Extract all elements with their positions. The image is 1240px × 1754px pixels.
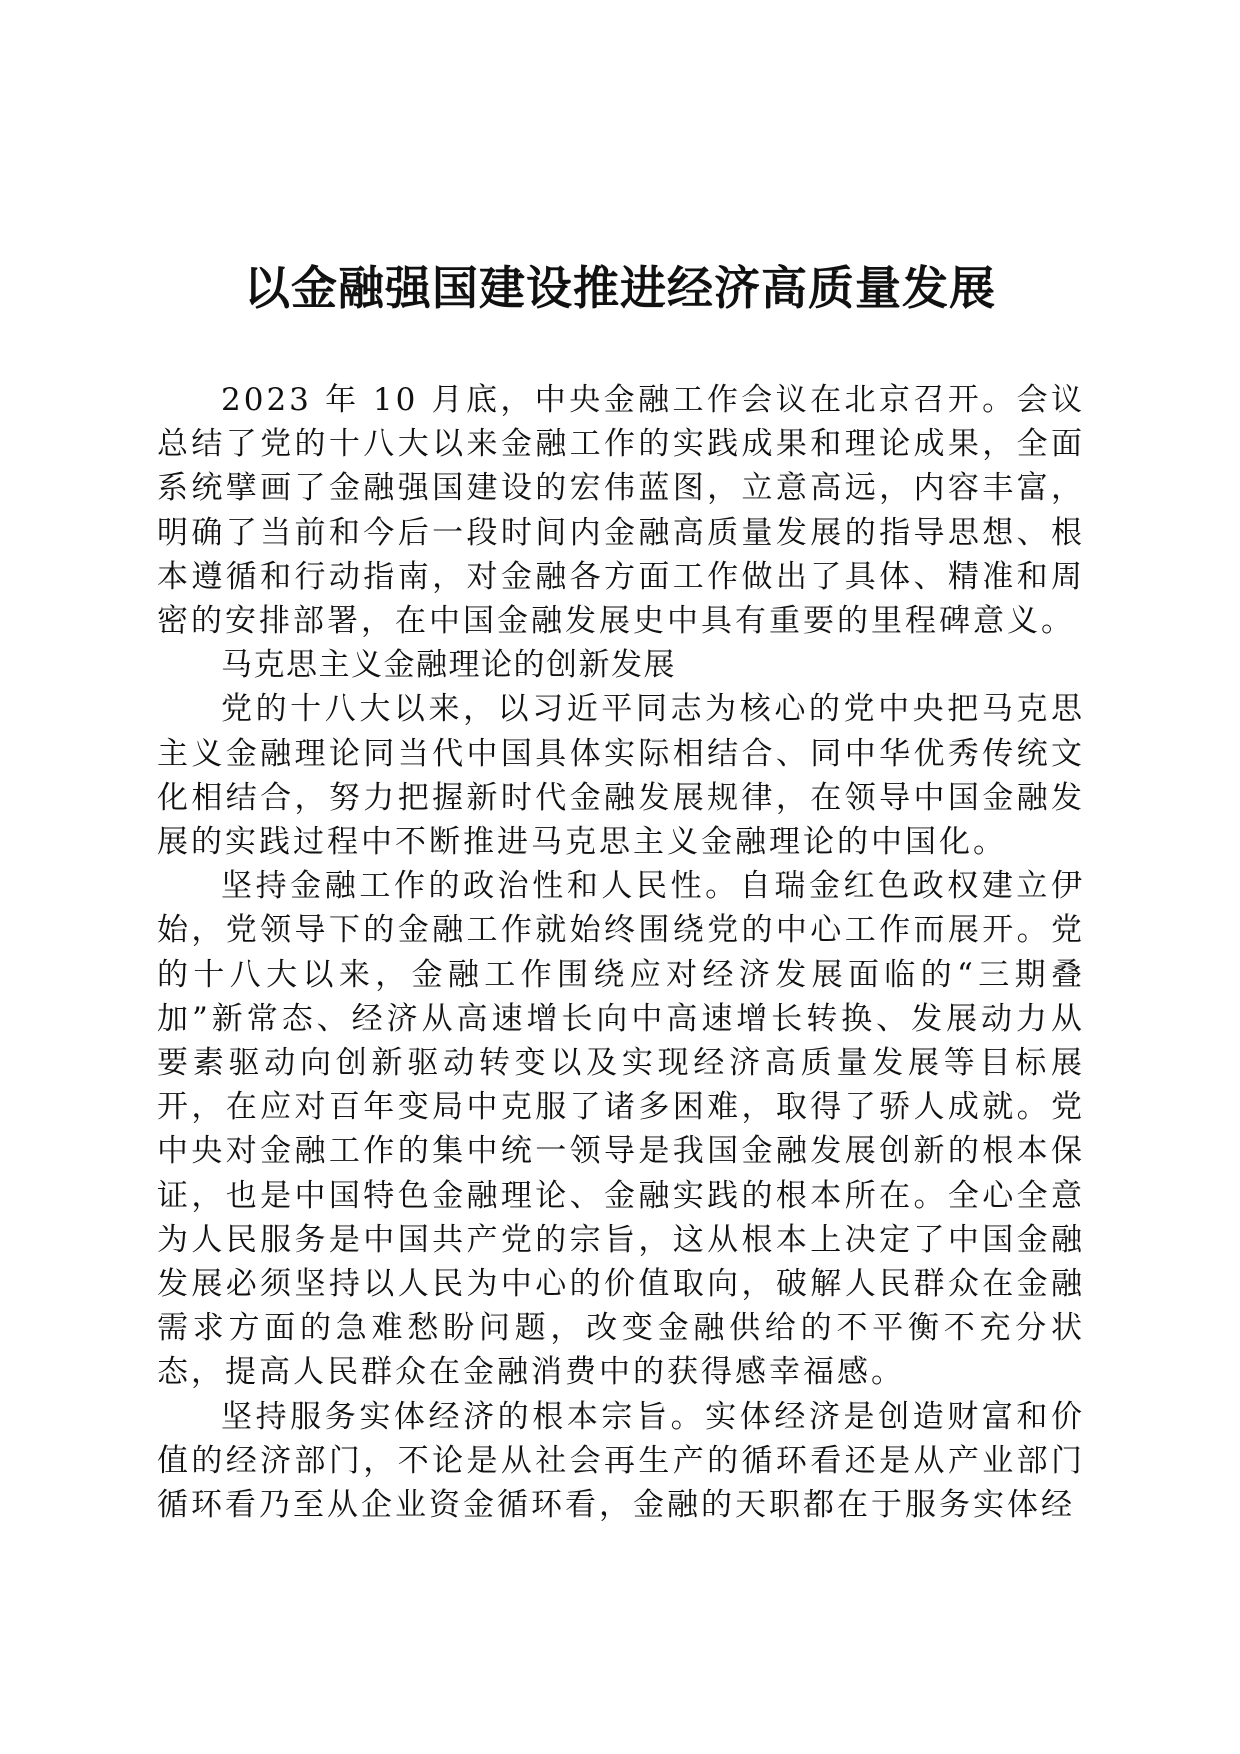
body-paragraph: 坚持服务实体经济的根本宗旨。实体经济是创造财富和价值的经济部门，不论是从社会再生产的循环看还是从产业部门循环看乃至从企业资金循环看，金融的天职都在于服务实体经 — [157, 1398, 1085, 1524]
document-body — [157, 378, 1085, 1527]
body-paragraph: 坚持金融工作的政治性和人民性。自瑞金红色政权建立伊始，党领导下的金融工作就始终围绕党的中心工作而展开。党的十八大以来，金融工作围绕应对经济发展面临的“三期叠加”新常态、经济从高速增长向中高速增长转换、发展动力从要素驱动向创新驱动转变以及实现经济高质量发展等目标展开，在应对百年变局中克服了诸多困难，取得了骄人成就。党中央对金融工作的集中统一领导是我国金融发展创新的根本保证，也是中国特色金融理论、金融实践的根本所在。全心全意为人民服务是中国共产党的宗旨，这从根本上决定了中国金融发展必须坚持以人民为中心的价值取向，破解人民群众在金融需求方面的急难愁盼问题，改变金融供给的不平衡不充分状态，提高人民群众在金融消费中的获得感幸福感。 — [157, 868, 1085, 1391]
document-title: 以金融强国建设推进经济高质量发展 — [244, 261, 996, 315]
body-paragraph: 党的十八大以来，以习近平同志为核心的党中央把马克思主义金融理论同当代中国具体实际相结合、同中华优秀传统文化相结合，努力把握新时代金融发展规律，在领导中国金融发展的实践过程中不断推进马克思主义金融理论的中国化。 — [157, 691, 1085, 861]
body-paragraph-intro: 2023 年 10 月底，中央金融工作会议在北京召开。会议总结了党的十八大以来金融工作的实践成果和理论成果，全面系统擘画了金融强国建设的宏伟蓝图，立意高远，内容丰富，明确了当前和今后一段时间内金融高质量发展的指导思想、根本遵循和行动指南，对金融各方面工作做出了具体、精准和周密的安排部署，在中国金融发展史中具有重要的里程碑意义。 — [157, 382, 1085, 640]
section-heading: 马克思主义金融理论的创新发展 — [221, 647, 676, 684]
